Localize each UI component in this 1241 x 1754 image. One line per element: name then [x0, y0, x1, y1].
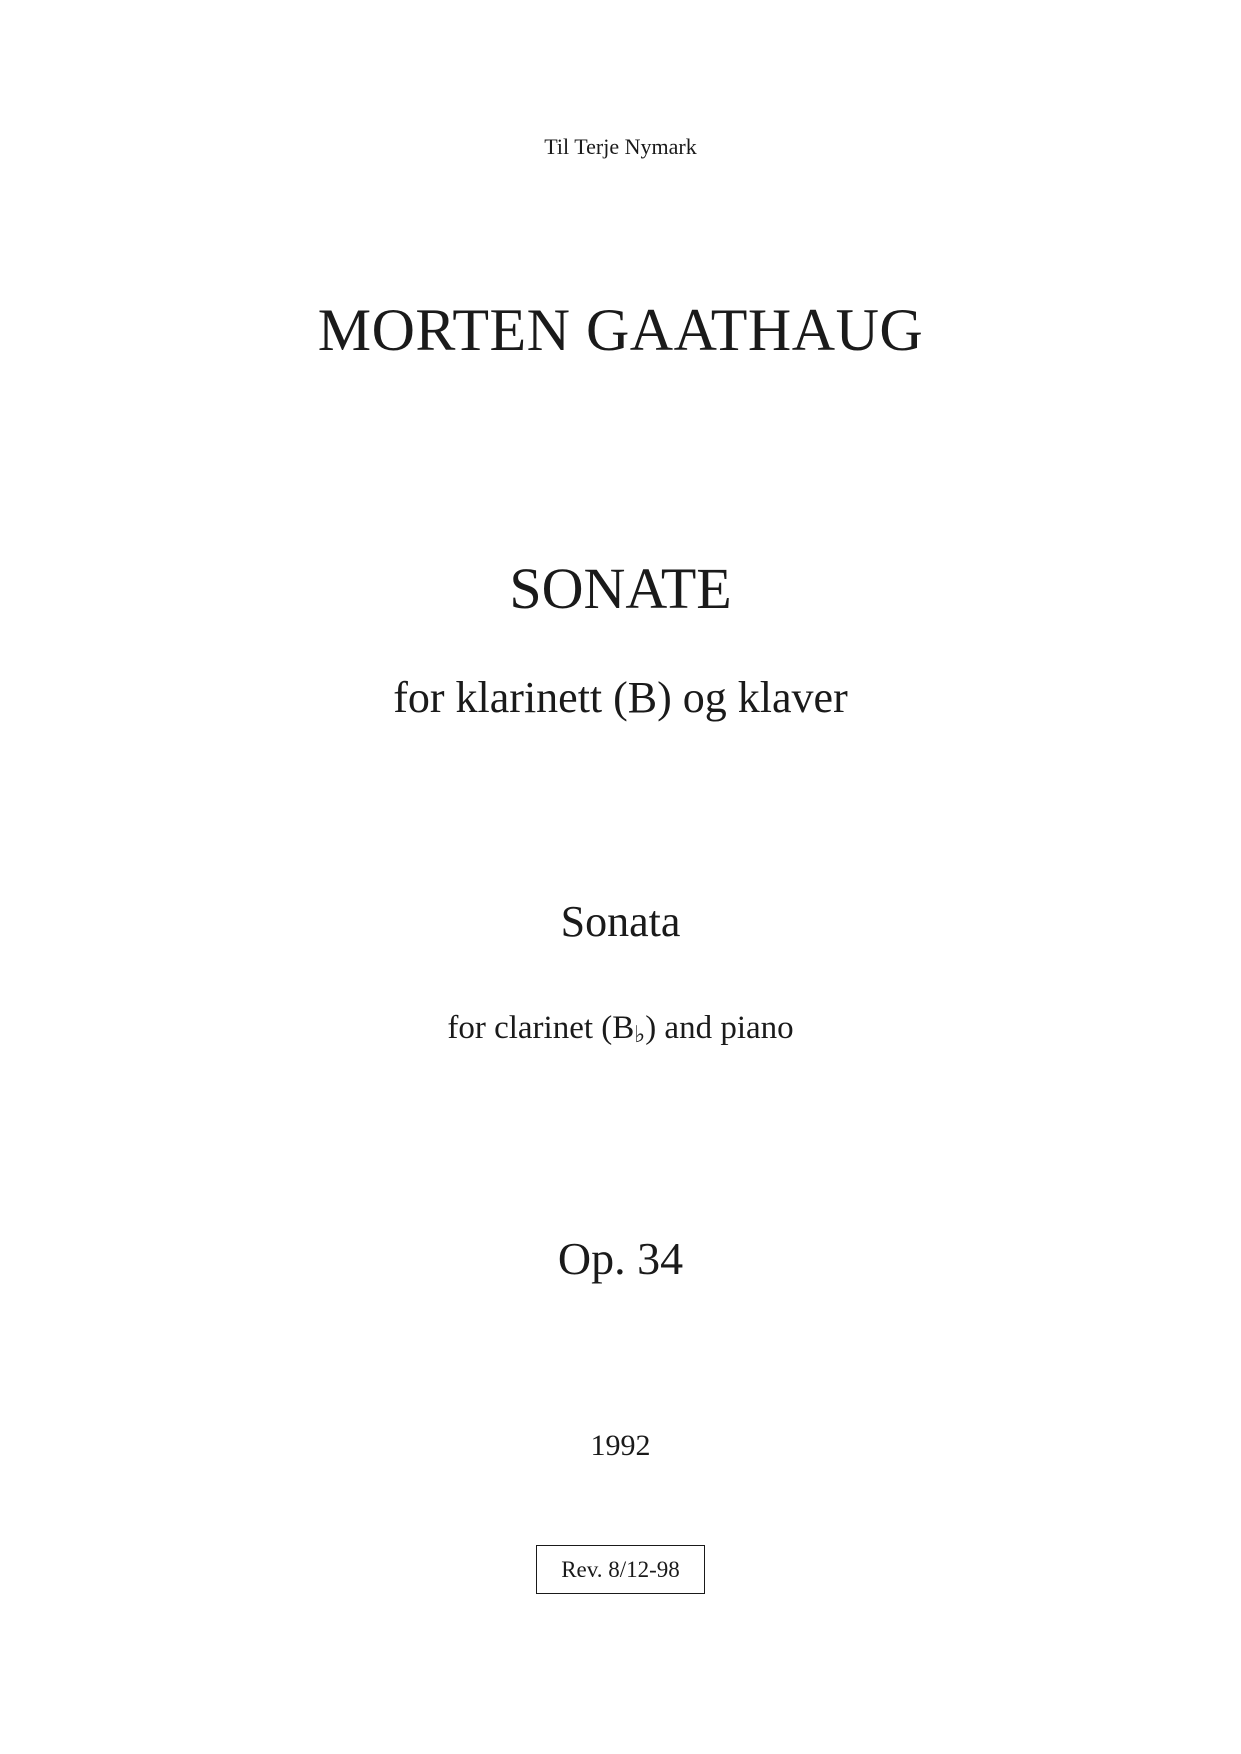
subtitle-norwegian: for klarinett (B) og klaver	[393, 673, 848, 722]
title-norwegian: SONATE	[509, 556, 732, 621]
revision-box: Rev. 8/12-98	[536, 1545, 705, 1594]
dedication: Til Terje Nymark	[544, 134, 697, 159]
flat-symbol: ♭	[634, 1021, 646, 1048]
subtitle-english	[0, 1010, 1241, 1048]
subtitle-english-part2: ) and piano	[645, 1010, 794, 1046]
opus-number: Op. 34	[557, 1233, 684, 1284]
subtitle-english-part1: for clarinet (B	[447, 1010, 635, 1046]
composition-year: 1992	[590, 1429, 651, 1462]
revision-container	[0, 1545, 1241, 1594]
title-english: Sonata	[560, 897, 681, 946]
composer-name: MORTEN GAATHAUG	[317, 297, 924, 363]
